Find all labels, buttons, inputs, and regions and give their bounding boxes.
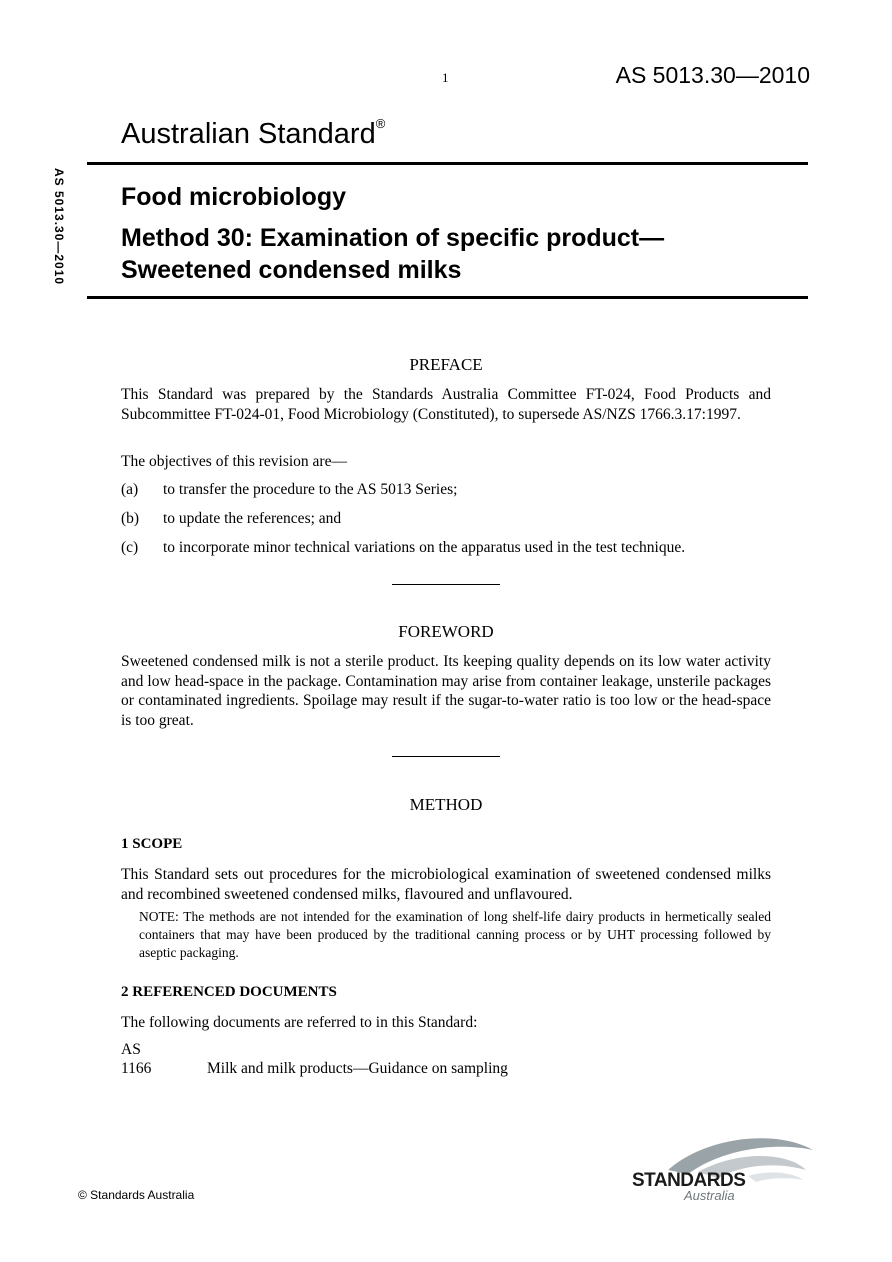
objective-item-c — [121, 538, 771, 557]
main-title: Food microbiology — [121, 183, 346, 211]
list-marker: (b) — [121, 510, 140, 527]
objectives-intro: The objectives of this revision are— — [121, 453, 347, 470]
list-text: to transfer the procedure to the AS 5013 Series; — [163, 481, 458, 498]
logo-subtext: Australia — [684, 1188, 735, 1203]
foreword-paragraph: Sweetened condensed milk is not a sterile product. Its keeping quality depends on its low water activity and low head-space in the package. Contamination may arise from container leakage, unsterile packages or contaminated ingredients. Spoilage may result if the sugar-to-water ratio is too low or the head-space is too great. — [121, 653, 771, 729]
list-text: to update the references; and — [163, 510, 342, 527]
method-title — [121, 222, 664, 286]
standard-type-text: Australian Standard — [121, 118, 376, 150]
separator-line — [392, 584, 500, 585]
logo-wordmark: STANDARDS — [632, 1170, 746, 1191]
logo-swoosh-icon — [628, 1130, 818, 1210]
method-heading: METHOD — [409, 795, 483, 814]
document-id: AS 5013.30—2010 — [615, 62, 810, 88]
scope-note: NOTE: The methods are not intended for the examination of long shelf-life dairy products in hermetically sealed containers that may have been produced by the traditional canning process or by UHT processing followed by aseptic packaging. — [139, 909, 771, 960]
scope-heading: 1 SCOPE — [121, 836, 183, 852]
registered-mark: ® — [375, 116, 386, 132]
objective-item-a — [121, 480, 771, 499]
title-top-rule — [87, 162, 808, 165]
reference-title: Milk and milk products—Guidance on sampling — [207, 1060, 508, 1077]
scope-text: This Standard sets out procedures for the microbiological examination of sweetened condensed milks and recombined sweetened condensed milks, flavoured and unflavoured. — [121, 866, 771, 903]
copyright-notice: © Standards Australia — [78, 1188, 195, 1202]
method-title-line2: Sweetened condensed milks — [121, 256, 462, 284]
method-title-line1: Method 30: Examination of specific product— — [121, 224, 665, 252]
reference-organisation: AS — [121, 1041, 141, 1058]
list-text: to incorporate minor technical variations on the apparatus used in the test technique. — [163, 539, 686, 556]
side-label: AS 5013.30—2010 — [52, 168, 66, 286]
reference-number: 1166 — [121, 1060, 152, 1077]
list-marker: (c) — [121, 539, 139, 556]
standards-australia-logo — [628, 1130, 818, 1210]
references-heading: 2 REFERENCED DOCUMENTS — [121, 984, 337, 1000]
page-number: 1 — [442, 70, 449, 85]
title-bottom-rule — [87, 296, 808, 299]
preface-heading: PREFACE — [409, 355, 483, 374]
list-marker: (a) — [121, 481, 139, 498]
separator-line — [392, 756, 500, 757]
foreword-heading: FOREWORD — [398, 622, 494, 641]
references-intro: The following documents are referred to in this Standard: — [121, 1014, 478, 1031]
standard-type — [121, 118, 385, 151]
objective-item-b — [121, 509, 771, 528]
preface-paragraph: This Standard was prepared by the Standards Australia Committee FT-024, Food Products and Subcommittee FT-024-01, Food Microbiology (Constituted), to supersede AS/NZS 1766.3.17:1997. — [121, 386, 771, 423]
